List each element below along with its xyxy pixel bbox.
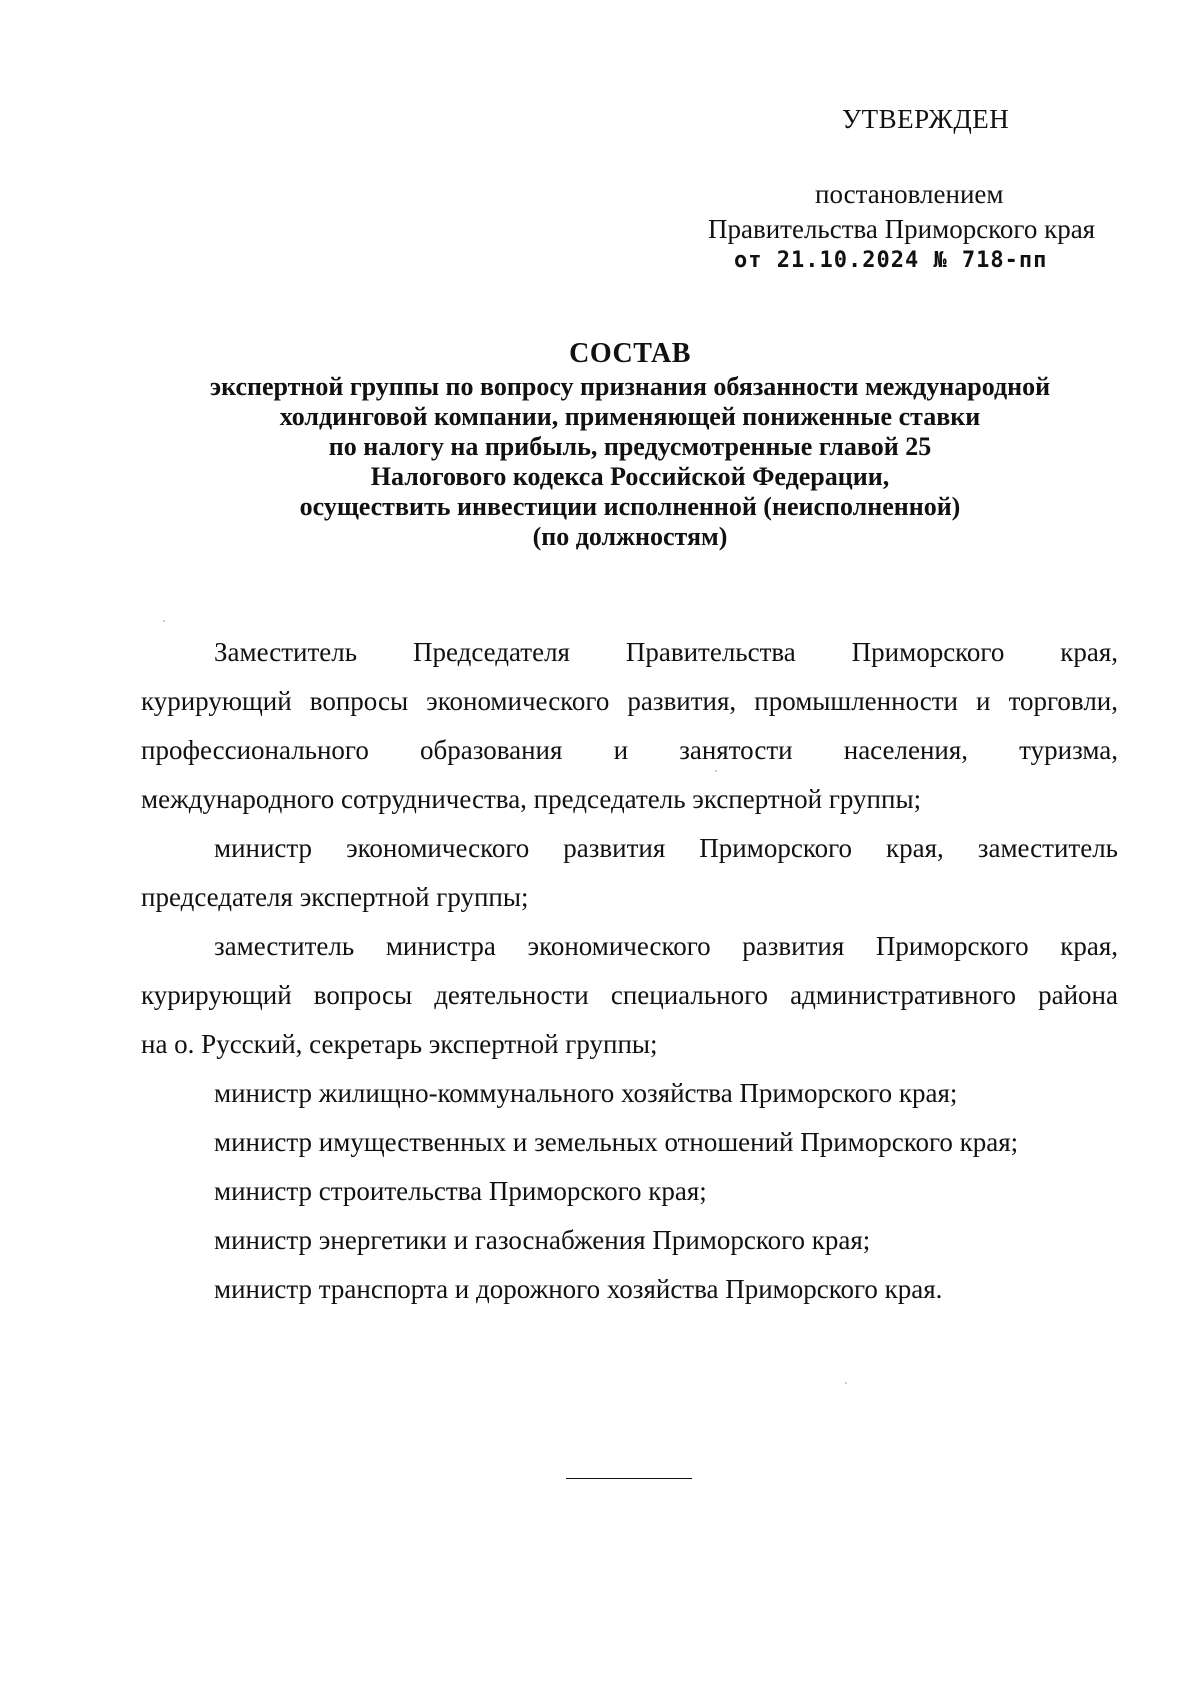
members-list <box>141 628 1118 1314</box>
chair-line: профессионального образования и занятости населения, туризма, <box>141 735 1118 765</box>
subtitle-line: Налогового кодекса Российской Федерации, <box>370 462 890 491</box>
document-title-block <box>130 336 1130 552</box>
scan-speck <box>163 620 165 622</box>
decree-label: постановлением <box>815 179 1004 209</box>
chair-line: международного сотрудничества, председатель экспертной группы; <box>141 784 922 814</box>
subtitle-line: осуществить инвестиции исполненной (неисполненной) <box>299 492 961 521</box>
deputy-chair-line: председателя экспертной группы; <box>141 882 529 912</box>
approved-label: УТВЕРЖДЕН <box>842 104 1010 134</box>
scan-speck <box>845 1382 847 1384</box>
end-separator-line <box>566 1478 692 1479</box>
decree-date-number: от 21.10.2024 № 718-пп <box>734 248 1048 273</box>
chair-line: Заместитель Председателя Правительства Приморского края, <box>214 637 1118 667</box>
secretary-line: курирующий вопросы деятельности специального административного района <box>141 980 1118 1010</box>
member-item: министр энергетики и газоснабжения Приморского края; <box>214 1225 871 1255</box>
secretary-line: на о. Русский, секретарь экспертной группы; <box>141 1029 658 1059</box>
subtitle-line: (по должностям) <box>532 522 728 551</box>
chair-line: курирующий вопросы экономического развития, промышленности и торговли, <box>141 686 1118 716</box>
member-item: министр жилищно-коммунального хозяйства Приморского края; <box>214 1078 958 1108</box>
member-item: министр транспорта и дорожного хозяйства Приморского края. <box>214 1274 943 1304</box>
subtitle-line: по налогу на прибыль, предусмотренные главой 25 <box>328 432 932 461</box>
subtitle-line: холдинговой компании, применяющей пониженные ставки <box>279 402 981 431</box>
document-heading: СОСТАВ <box>569 338 691 369</box>
government-label: Правительства Приморского края <box>708 214 1096 244</box>
scan-speck <box>715 770 717 772</box>
deputy-chair-line: министр экономического развития Приморского края, заместитель <box>214 833 1118 863</box>
member-item: министр имущественных и земельных отношений Приморского края; <box>214 1127 1019 1157</box>
member-item: министр строительства Приморского края; <box>214 1176 707 1206</box>
secretary-line: заместитель министра экономического развития Приморского края, <box>214 931 1118 961</box>
subtitle-line: экспертной группы по вопросу признания обязанности международной <box>209 372 1051 401</box>
